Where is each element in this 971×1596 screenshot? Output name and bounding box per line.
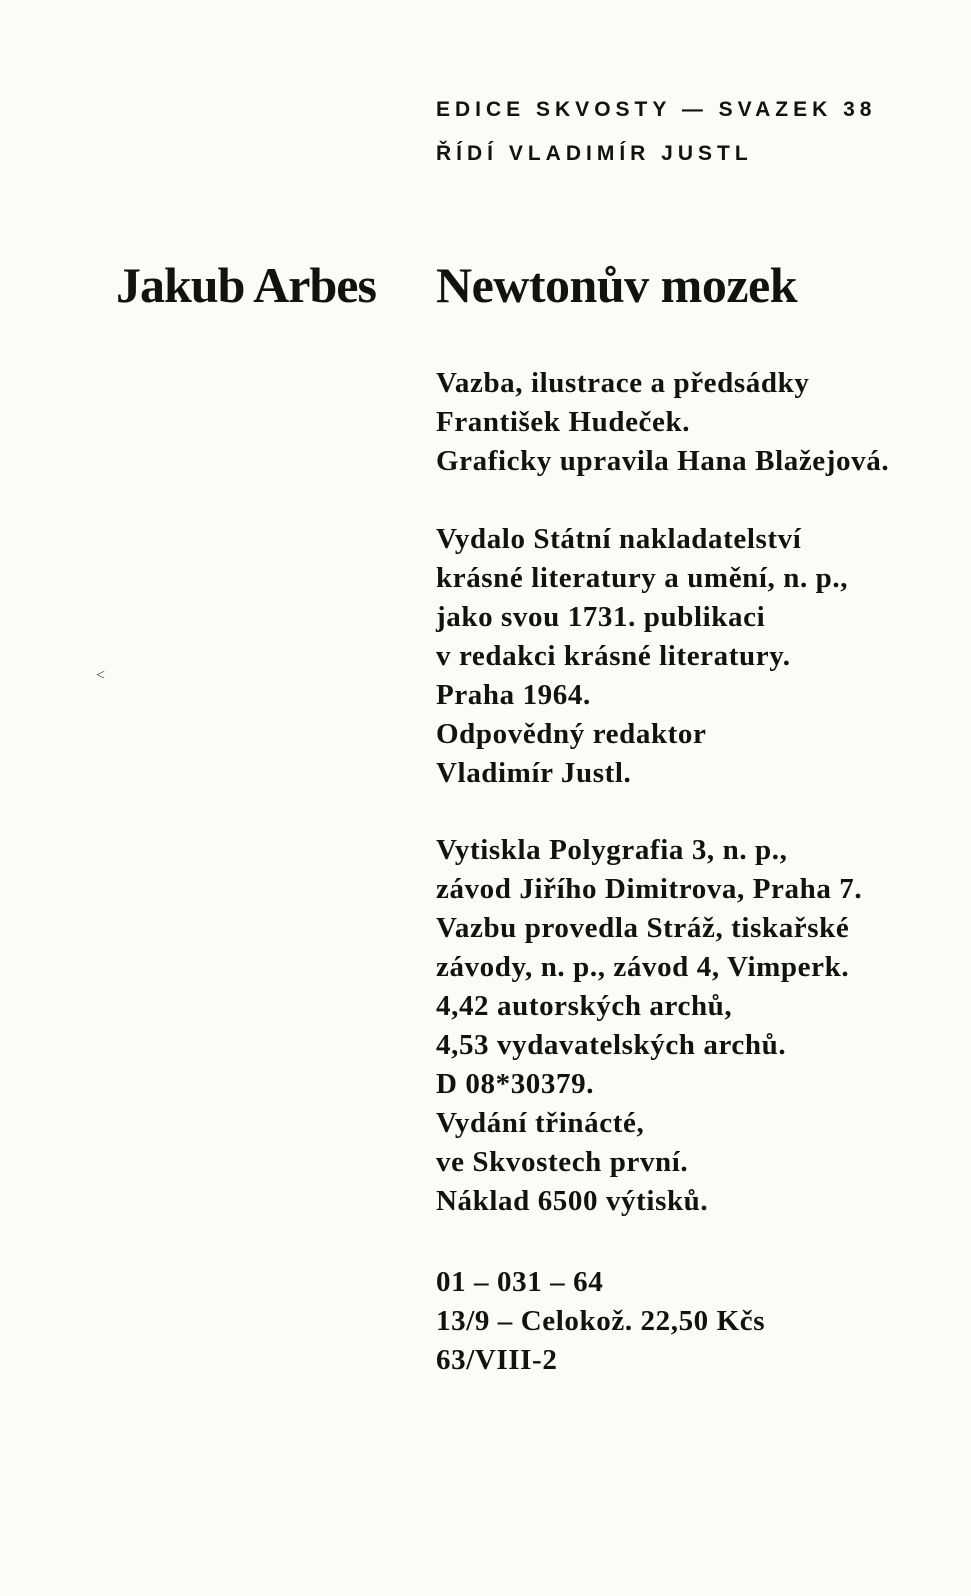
- printing-line: závod Jiřího Dimitrova, Praha 7.: [436, 873, 863, 905]
- author-name: Jakub Arbes: [116, 257, 376, 313]
- publisher-block: [436, 520, 966, 793]
- code-line: 01 – 031 – 64: [436, 1266, 604, 1298]
- margin-mark: <: [96, 667, 106, 684]
- credits-line: František Hudeček.: [436, 406, 691, 438]
- printing-line: D 08*30379.: [436, 1068, 595, 1100]
- publisher-line: Vladimír Justl.: [436, 757, 632, 789]
- credits-line: Graficky upravila Hana Blažejová.: [436, 445, 890, 477]
- publisher-line: jako svou 1731. publikaci: [436, 601, 766, 633]
- printing-line: ve Skvostech první.: [436, 1146, 689, 1178]
- publisher-line: krásné literatury a umění, n. p.,: [436, 562, 849, 594]
- colophon: [436, 364, 966, 1380]
- editor-line: ŘÍDÍ VLADIMÍR JUSTL: [436, 142, 753, 165]
- printing-line: Náklad 6500 výtisků.: [436, 1185, 709, 1217]
- codes-block: [436, 1263, 966, 1380]
- series-header: [436, 88, 876, 176]
- credits-block: [436, 364, 966, 481]
- printing-line: 4,42 autorských archů,: [436, 990, 733, 1022]
- publisher-line: v redakci krásné literatury.: [436, 640, 791, 672]
- printing-line: závody, n. p., závod 4, Vimperk.: [436, 951, 850, 983]
- printing-line: Vazbu provedla Stráž, tiskařské: [436, 912, 850, 944]
- printing-block: [436, 831, 966, 1221]
- printing-line: Vytiskla Polygrafia 3, n. p.,: [436, 834, 788, 866]
- publisher-line: Odpovědný redaktor: [436, 718, 707, 750]
- code-line: 63/VIII-2: [436, 1344, 558, 1376]
- series-line: EDICE SKVOSTY — SVAZEK 38: [436, 98, 877, 121]
- credits-line: Vazba, ilustrace a předsádky: [436, 367, 810, 399]
- publisher-line: Vydalo Státní nakladatelství: [436, 523, 802, 555]
- book-title: Newtonův mozek: [436, 257, 798, 313]
- publisher-line: Praha 1964.: [436, 679, 591, 711]
- printing-line: Vydání třinácté,: [436, 1107, 645, 1139]
- printing-line: 4,53 vydavatelských archů.: [436, 1029, 787, 1061]
- code-line: 13/9 – Celokož. 22,50 Kčs: [436, 1305, 766, 1337]
